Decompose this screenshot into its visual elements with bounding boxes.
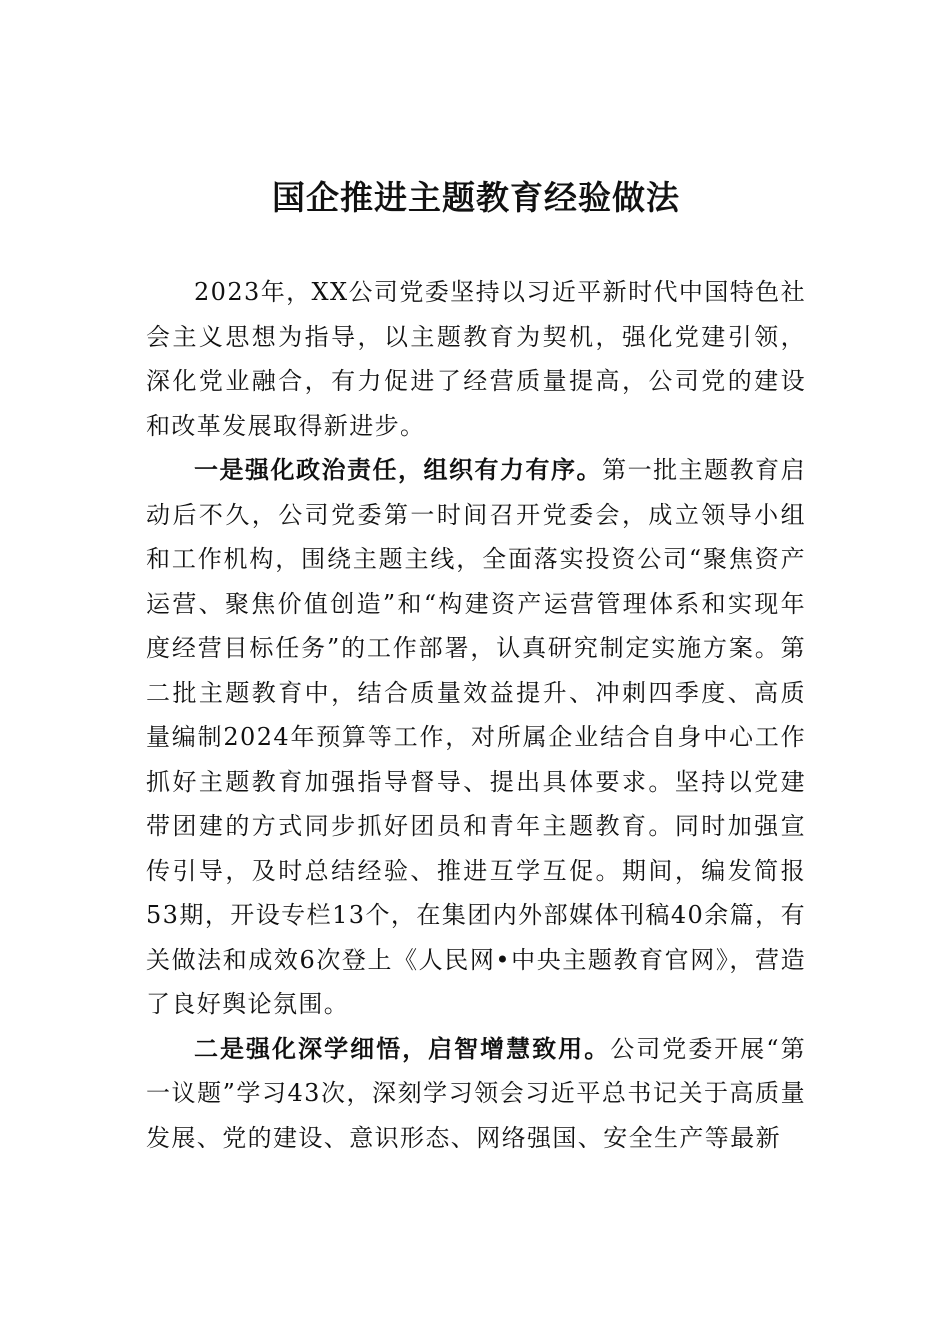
paragraph-text: 2023年，XX公司党委坚持以习近平新时代中国特色社会主义思想为指导，以主题教育为契机，强化党建引领，深化党业融合，有力促进了经营质量提高，公司党的建设和改革发展取得新进步。	[146, 278, 806, 440]
document-title: 国企推进主题教育经验做法	[272, 178, 680, 217]
paragraph-lead: 一是强化政治责任，组织有力有序。	[194, 455, 603, 484]
document-page	[146, 170, 806, 1160]
paragraph-intro	[146, 270, 806, 448]
paragraph-text: 第一批主题教育启动后不久，公司党委第一时间召开党委会，成立领导小组和工作机构，围绕主题主线，全面落实投资公司“聚焦资产运营、聚焦价值创造”和“构建资产运营管理体系和实现年度经营目标任务”的工作部署，认真研究制定实施方案。第二批主题教育中，结合质量效益提升、冲刺四季度、高质量编制2024年预算等工作，对所属企业结合自身中心工作抓好主题教育加强指导督导、提出具体要求。坚持以党建带团建的方式同步抓好团员和青年主题教育。同时加强宣传引导，及时总结经验、推进互学互促。期间，编发简报53期，开设专栏13个，在集团内外部媒体刊稿40余篇，有关做法和成效6次登上《人民网•中央主题教育官网》，营造了良好舆论氛围。	[146, 456, 806, 1018]
paragraph-text: 公司党委开展“第一议题”学习43次，深刻学习领会习近平总书记关于高质量发展、党的建设、意识形态、网络强国、安全生产等最新	[146, 1034, 806, 1152]
paragraph-point-two	[146, 1027, 806, 1161]
paragraph-lead: 二是强化深学细悟，启智增慧致用。	[194, 1033, 611, 1063]
paragraph-point-one	[146, 448, 806, 1027]
